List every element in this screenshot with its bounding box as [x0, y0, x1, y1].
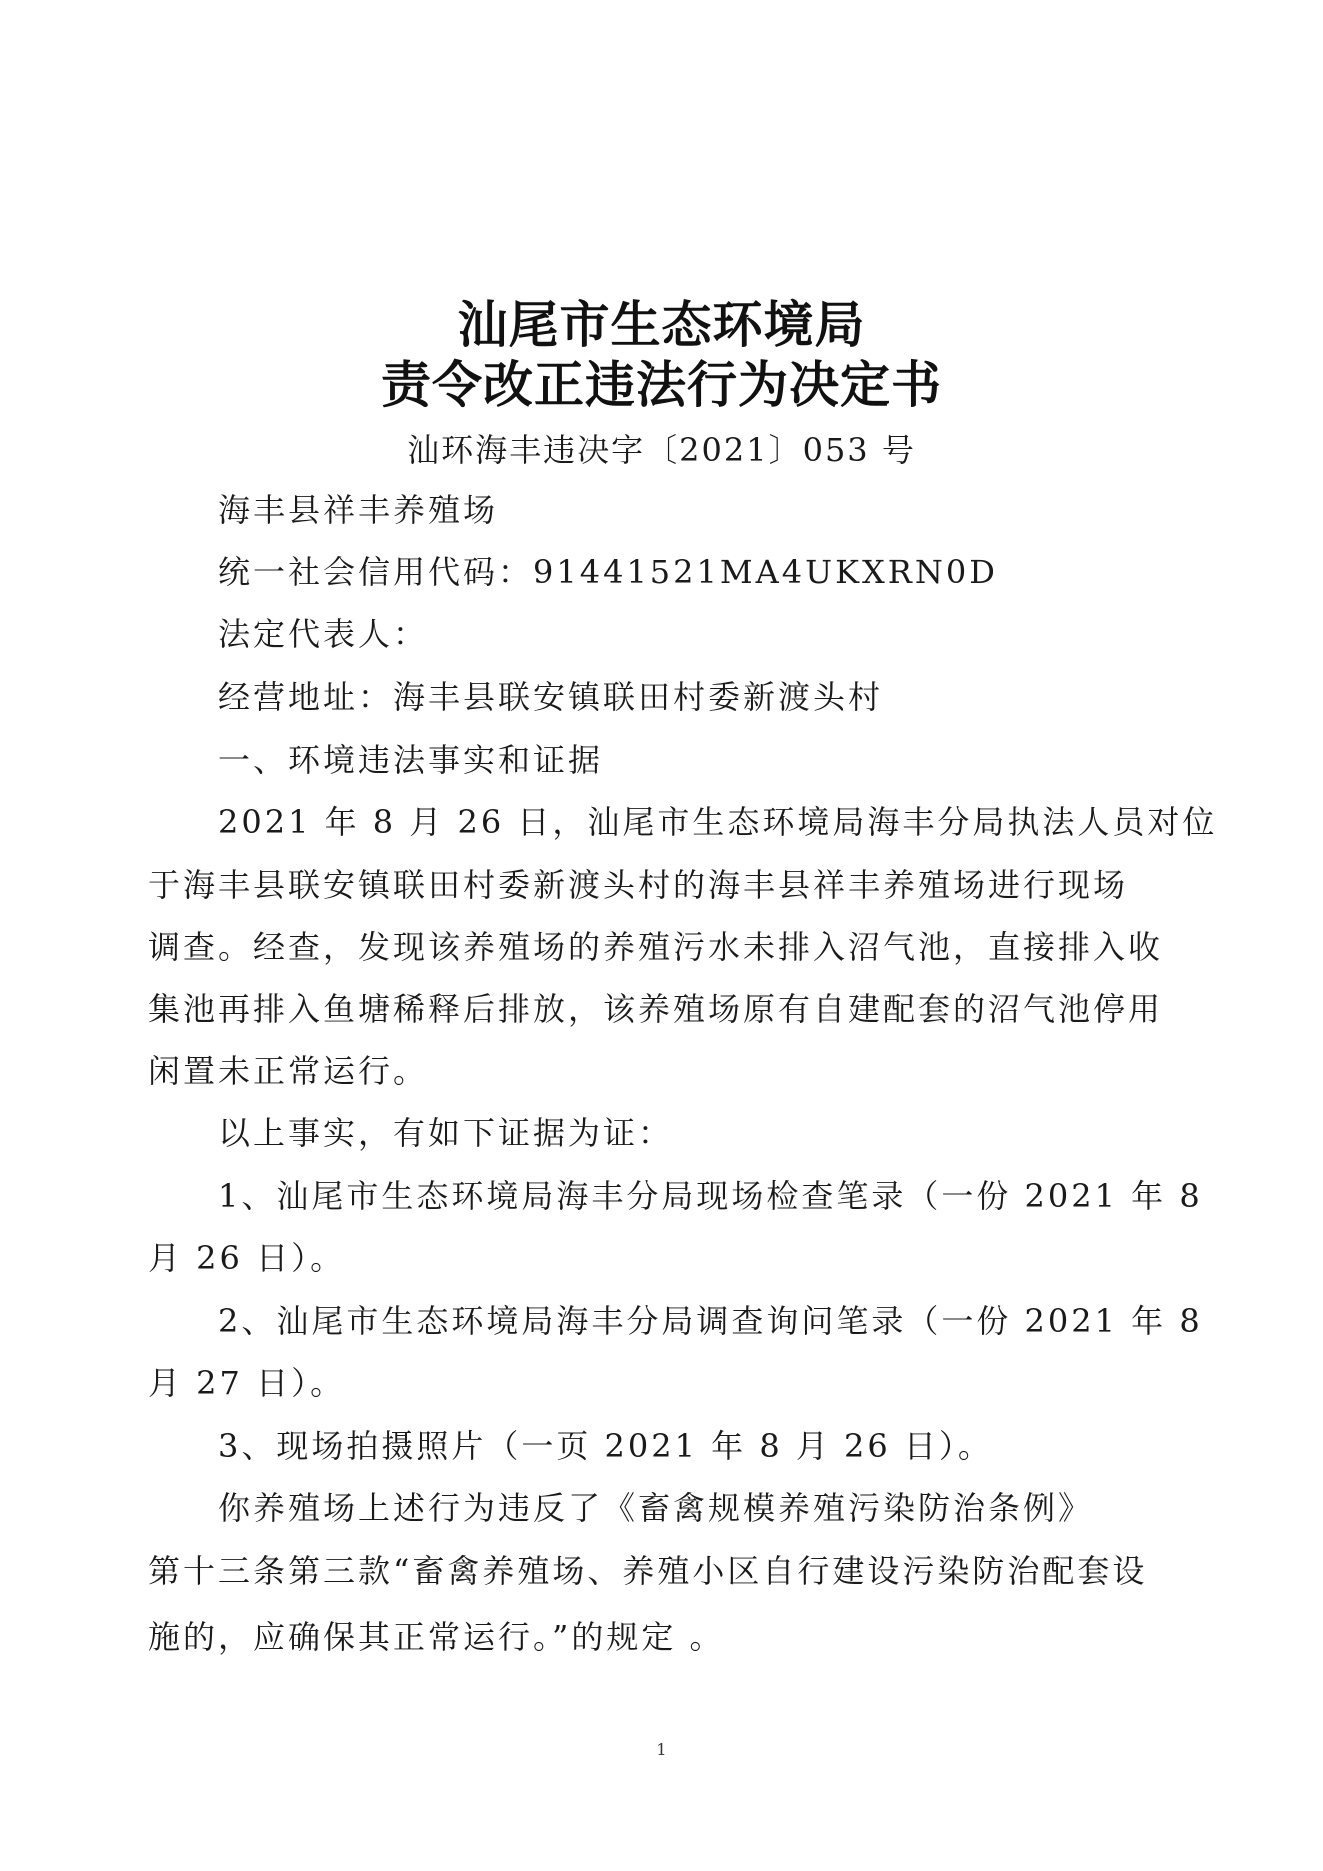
evidence-intro: 以上事实，有如下证据为证：: [218, 1114, 674, 1152]
paragraph-line: 于海丰县联安镇联田村委新渡头村的海丰县祥丰养殖场进行现场: [148, 866, 1129, 904]
evidence-item-1: 1、汕尾市生态环境局海丰分局现场检查笔录（一份 2021 年 8: [218, 1177, 1203, 1215]
business-address: 经营地址：海丰县联安镇联田村委新渡头村: [218, 678, 884, 716]
violation-line: 第十三条第三款“畜禽养殖场、养殖小区自行建设污染防治配套设: [148, 1552, 1148, 1590]
paragraph-line: 集池再排入鱼塘稀释后排放，该养殖场原有自建配套的沼气池停用: [148, 990, 1164, 1028]
legal-representative: 法定代表人：: [218, 615, 429, 653]
violation-line: 你养殖场上述行为违反了《畜禽规模养殖污染防治条例》: [218, 1489, 1094, 1527]
evidence-item-2-cont: 月 27 日）。: [148, 1364, 346, 1402]
page-number: 1: [656, 1740, 667, 1759]
violation-line: 施的，应确保其正常运行。”的规定 。: [148, 1618, 725, 1656]
credit-code: 统一社会信用代码：91441521MA4UKXRN0D: [218, 553, 998, 591]
evidence-item-1-cont: 月 26 日）。: [148, 1239, 346, 1277]
paragraph-line: 闲置未正常运行。: [148, 1052, 429, 1090]
document-number: 汕环海丰违决字〔2021〕053 号: [407, 431, 916, 469]
document-title-line1: 汕尾市生态环境局: [457, 296, 866, 354]
party-name: 海丰县祥丰养殖场: [218, 491, 499, 529]
paragraph-line: 调查。经查，发现该养殖场的养殖污水未排入沼气池，直接排入收: [148, 928, 1164, 966]
evidence-item-3: 3、现场拍摄照片（一页 2021 年 8 月 26 日）。: [218, 1427, 993, 1465]
evidence-item-2: 2、汕尾市生态环境局海丰分局调查询问笔录（一份 2021 年 8: [218, 1302, 1203, 1340]
paragraph-line: 2021 年 8 月 26 日，汕尾市生态环境局海丰分局执法人员对位: [218, 803, 1218, 841]
section-heading: 一、环境违法事实和证据: [218, 741, 604, 779]
document-title-line2: 责令改正违法行为决定书: [381, 356, 942, 414]
